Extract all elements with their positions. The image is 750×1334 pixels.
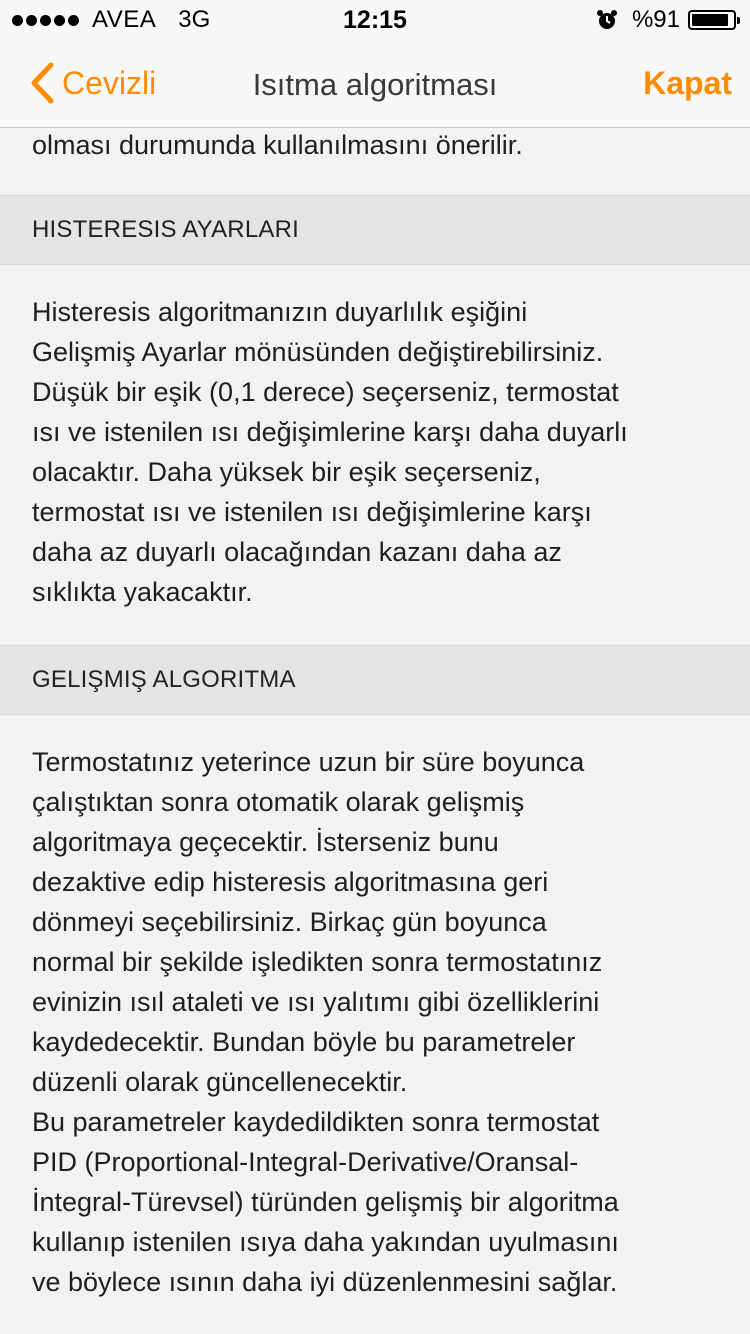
back-button-label: Cevizli [62, 64, 157, 101]
status-time: 12:15 [343, 6, 407, 34]
page-title: Isıtma algoritması [252, 67, 498, 102]
content-scroll-area[interactable] [0, 128, 750, 1334]
navigation-bar [0, 40, 750, 128]
battery-icon [688, 10, 736, 30]
battery-fill [692, 14, 728, 26]
section-header-advanced-algorithm: GELIŞMIŞ ALGORITMA [0, 646, 750, 714]
alarm-clock-icon [596, 9, 618, 31]
status-bar [0, 0, 750, 40]
section-body-hysteresis-card [0, 264, 750, 646]
carrier-name: AVEA [92, 6, 157, 33]
section-body-advanced-algorithm-card [0, 714, 750, 1334]
section-header-hysteresis: HISTERESIS AYARLARI [0, 196, 750, 264]
section-body-hysteresis: Histeresis algoritmanızın duyarlılık eşiğini Gelişmiş Ayarlar mönüsünden değiştirebilirsiniz. Düşük bir eşik (0,1 derece) seçerseniz, termostat ısı ve istenilen ısı değişimlerine karşı daha duyarlı olacaktır. Daha yüksek bir eşik seçerseniz, termostat ısı ve istenilen ısı değişimlerine karşı daha az duyarlı olacağından kazanı daha az sıklıkta yakacaktır. [32, 297, 628, 607]
status-right [596, 6, 736, 34]
close-button[interactable]: Kapat [643, 65, 732, 101]
battery-percentage: %91 [631, 6, 680, 33]
partial-text-card [0, 128, 750, 196]
section-body-advanced-algorithm: Termostatınız yeterince uzun bir süre boyunca çalıştıktan sonra otomatik olarak gelişmiş algoritmaya geçecektir. İsterseniz bunu dezaktive edip histeresis algoritmasına geri dönmeyi seçebilirsiniz. Birkaç gün boyunca normal bir şekilde işledikten sonra termostatınız evinizin ısıl ataleti ve ısı yalıtımı gibi özelliklerini kaydedecektir. Bundan böyle bu parametreler düzenli olarak güncellenecektir. Bu parametreler kaydedildikten sonra termostat PID (Proportional-Integral-Derivative/Oransal- İntegral-Türevsel) türünden gelişmiş bir algoritma kullanıp istenilen ısıya daha yakından uyulmasını ve böylece ısının daha iyi düzenlenmesini sağlar. [32, 747, 619, 1297]
partial-text: olması durumunda kullanılmasını önerilir. [32, 130, 523, 160]
network-type: 3G [178, 6, 211, 33]
